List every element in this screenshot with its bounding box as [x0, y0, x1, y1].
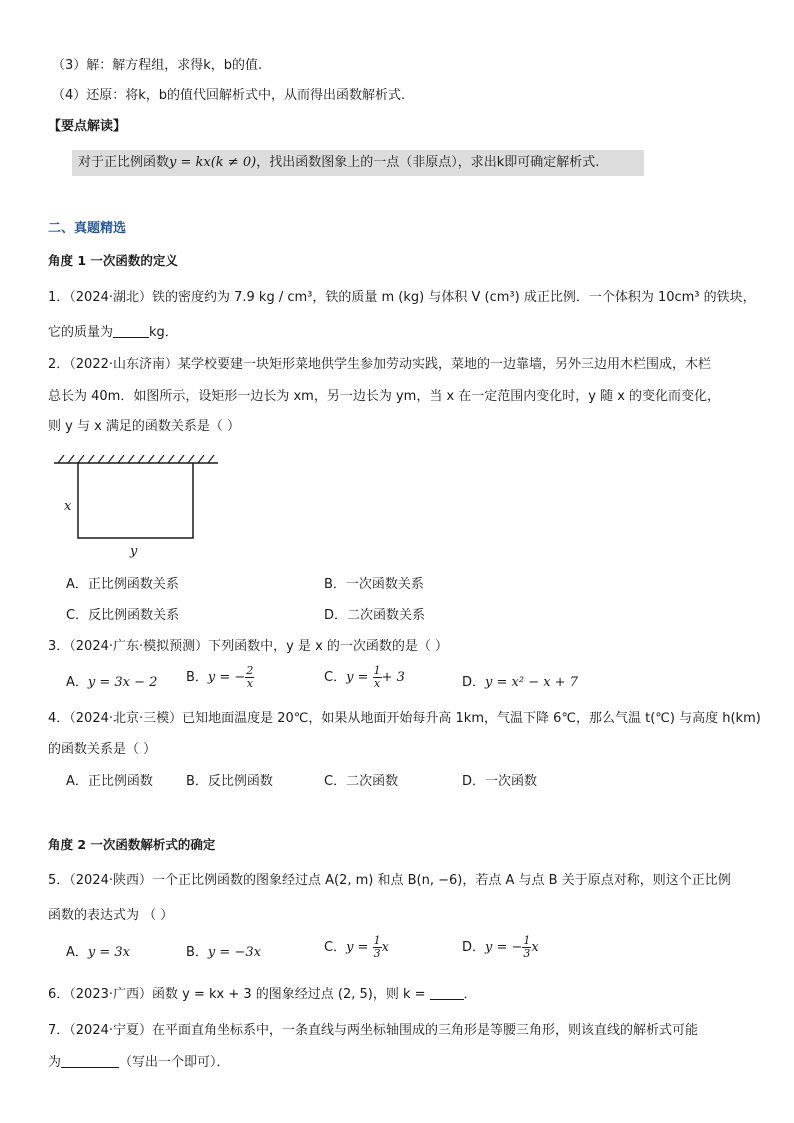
key-point-text [78, 153, 599, 173]
q3-b-denominator: x [246, 677, 253, 690]
q5-d-numerator: 1 [523, 934, 531, 947]
q5-option-d-label: D． [462, 940, 486, 955]
angle-2-title: 角度 2 一次函数解析式的确定 [48, 837, 216, 852]
q3-c-numerator: 1 [373, 664, 381, 677]
q2-option-d[interactable]: D．二次函数关系 [324, 608, 426, 623]
q5-option-d[interactable] [462, 935, 539, 960]
q5-option-c-fraction [373, 935, 382, 960]
q2-option-c[interactable]: C．反比例函数关系 [66, 608, 180, 623]
q5-option-b[interactable] [186, 943, 261, 963]
q5-c-denominator: 3 [373, 947, 381, 960]
q1-answer-blank[interactable] [113, 323, 149, 338]
q3-option-c-pre: y = [346, 670, 373, 685]
q7-line-1: 7．（2024·宁夏）在平面直角坐标系中，一条直线与两坐标轴围成的三角形是等腰三角形，则该直线的解析式可能 [48, 1023, 698, 1038]
q6-text-pre: 6．（2023·广西）函数 y = kx + 3 的图象经过点 (2, 5)，则 k = [48, 987, 426, 1002]
fence-rectangle [78, 463, 193, 538]
key-point-text-pre: 对于正比例函数 [78, 155, 170, 170]
q5-option-a-expr: y = 3x [87, 945, 131, 960]
q3-option-a-label: A． [66, 675, 88, 690]
key-point-heading: 【要点解读】 [48, 119, 127, 134]
key-point-formula: y = kx(k ≠ 0) [169, 155, 257, 170]
q5-line-2: 函数的表达式为 （ ） [48, 908, 174, 923]
q2-line-1: 2．（2022·山东济南）某学校要建一块矩形菜地供学生参加劳动实践，菜地的一边靠墙，另外三边用木栏围成，木栏 [48, 357, 711, 372]
step-4: （4）还原：将k，b的值代回解析式中，从而得出函数解析式. [52, 88, 406, 103]
q3-option-b[interactable] [186, 665, 254, 690]
q2-option-a[interactable]: A．正比例函数关系 [66, 577, 179, 592]
q3-option-b-fraction [245, 665, 254, 690]
q5-line-1: 5．（2024·陕西）一个正比例函数的图象经过点 A(2, m) 和点 B(n, −6)，若点 A 与点 B 关于原点对称，则这个正比例 [48, 873, 731, 888]
q3-option-a-expr: y = 3x − 2 [87, 675, 158, 690]
q5-option-c-pre: y = [346, 940, 373, 955]
q4-option-b[interactable]: B．反比例函数 [186, 774, 273, 789]
q3-stem: 3．（2024·广东·模拟预测）下列函数中，y 是 x 的一次函数的是（ ） [48, 639, 449, 654]
wall-hatch [58, 455, 214, 463]
q5-d-denominator: 3 [523, 947, 531, 960]
q4-option-c[interactable]: C．二次函数 [324, 774, 399, 789]
section-title: 二、真题精选 [48, 221, 127, 236]
q3-option-c-fraction [373, 665, 382, 690]
label-x: x [64, 499, 72, 514]
q3-option-d-expr: y = x² − x + 7 [485, 675, 578, 690]
label-y: y [130, 544, 138, 559]
q5-c-numerator: 1 [373, 934, 381, 947]
q3-option-a[interactable] [66, 673, 157, 693]
q5-option-a[interactable] [66, 943, 130, 963]
q3-c-denominator: x [373, 677, 381, 690]
q5-option-d-post: x [531, 940, 539, 955]
q6-text-post: ． [463, 987, 477, 1002]
q6-line [48, 985, 477, 1005]
q5-option-d-pre: y = − [485, 940, 523, 955]
q4-option-a[interactable]: A．正比例函数 [66, 774, 153, 789]
q7-line-2 [48, 1053, 230, 1073]
q1-line-2 [48, 323, 178, 343]
q5-option-a-label: A． [66, 945, 88, 960]
q3-option-c-post: + 3 [381, 670, 405, 685]
q3-option-d[interactable] [462, 673, 578, 693]
q7-line-2-pre: 为 [48, 1055, 62, 1070]
q2-option-b[interactable]: B．一次函数关系 [324, 577, 424, 592]
q5-option-c[interactable] [324, 935, 389, 960]
q2-line-3: 则 y 与 x 满足的函数关系是（ ） [48, 419, 241, 434]
q5-option-c-label: C． [324, 940, 347, 955]
q1-line-2-pre: 它的质量为 [48, 325, 114, 340]
q2-rectangle-figure [48, 455, 228, 565]
q7-answer-blank[interactable] [61, 1053, 119, 1068]
q3-option-c-label: C． [324, 670, 347, 685]
q1-line-1: 1．（2024·湖北）铁的密度约为 7.9 kg / cm³，铁的质量 m (kg) 与体积 V (cm³) 成正比例．一个体积为 10cm³ 的铁块， [48, 290, 756, 305]
q4-option-d[interactable]: D．一次函数 [462, 774, 538, 789]
q7-line-2-post: （写出一个即可）． [119, 1055, 230, 1070]
q2-line-2: 总长为 40m．如图所示，设矩形一边长为 xm，另一边长为 ym，当 x 在一定范围内变化时，y 随 x 的变化而变化， [48, 389, 721, 404]
q3-option-b-pre: y = − [207, 670, 246, 685]
angle-1-title: 角度 1 一次函数的定义 [48, 253, 178, 268]
q4-line-2: 的函数关系是（ ） [48, 742, 157, 757]
q6-answer-blank[interactable] [430, 985, 464, 1000]
q5-option-b-expr: y = −3x [207, 945, 261, 960]
key-point-text-post: ，找出函数图象上的一点（非原点），求出k即可确定解析式. [256, 155, 600, 170]
q4-line-1: 4．（2024·北京·三模）已知地面温度是 20℃，如果从地面开始每升高 1km，气温下降 6℃，那么气温 t(℃) 与高度 h(km) [48, 711, 761, 726]
q3-option-b-label: B． [186, 670, 208, 685]
step-3: （3）解：解方程组，求得k，b的值. [52, 58, 263, 73]
q1-line-2-post: kg． [149, 325, 178, 340]
q3-option-d-label: D． [462, 675, 486, 690]
q3-option-c[interactable] [324, 665, 405, 690]
q5-option-b-label: B． [186, 945, 208, 960]
q3-b-numerator: 2 [246, 664, 254, 677]
q5-option-c-post: x [381, 940, 389, 955]
